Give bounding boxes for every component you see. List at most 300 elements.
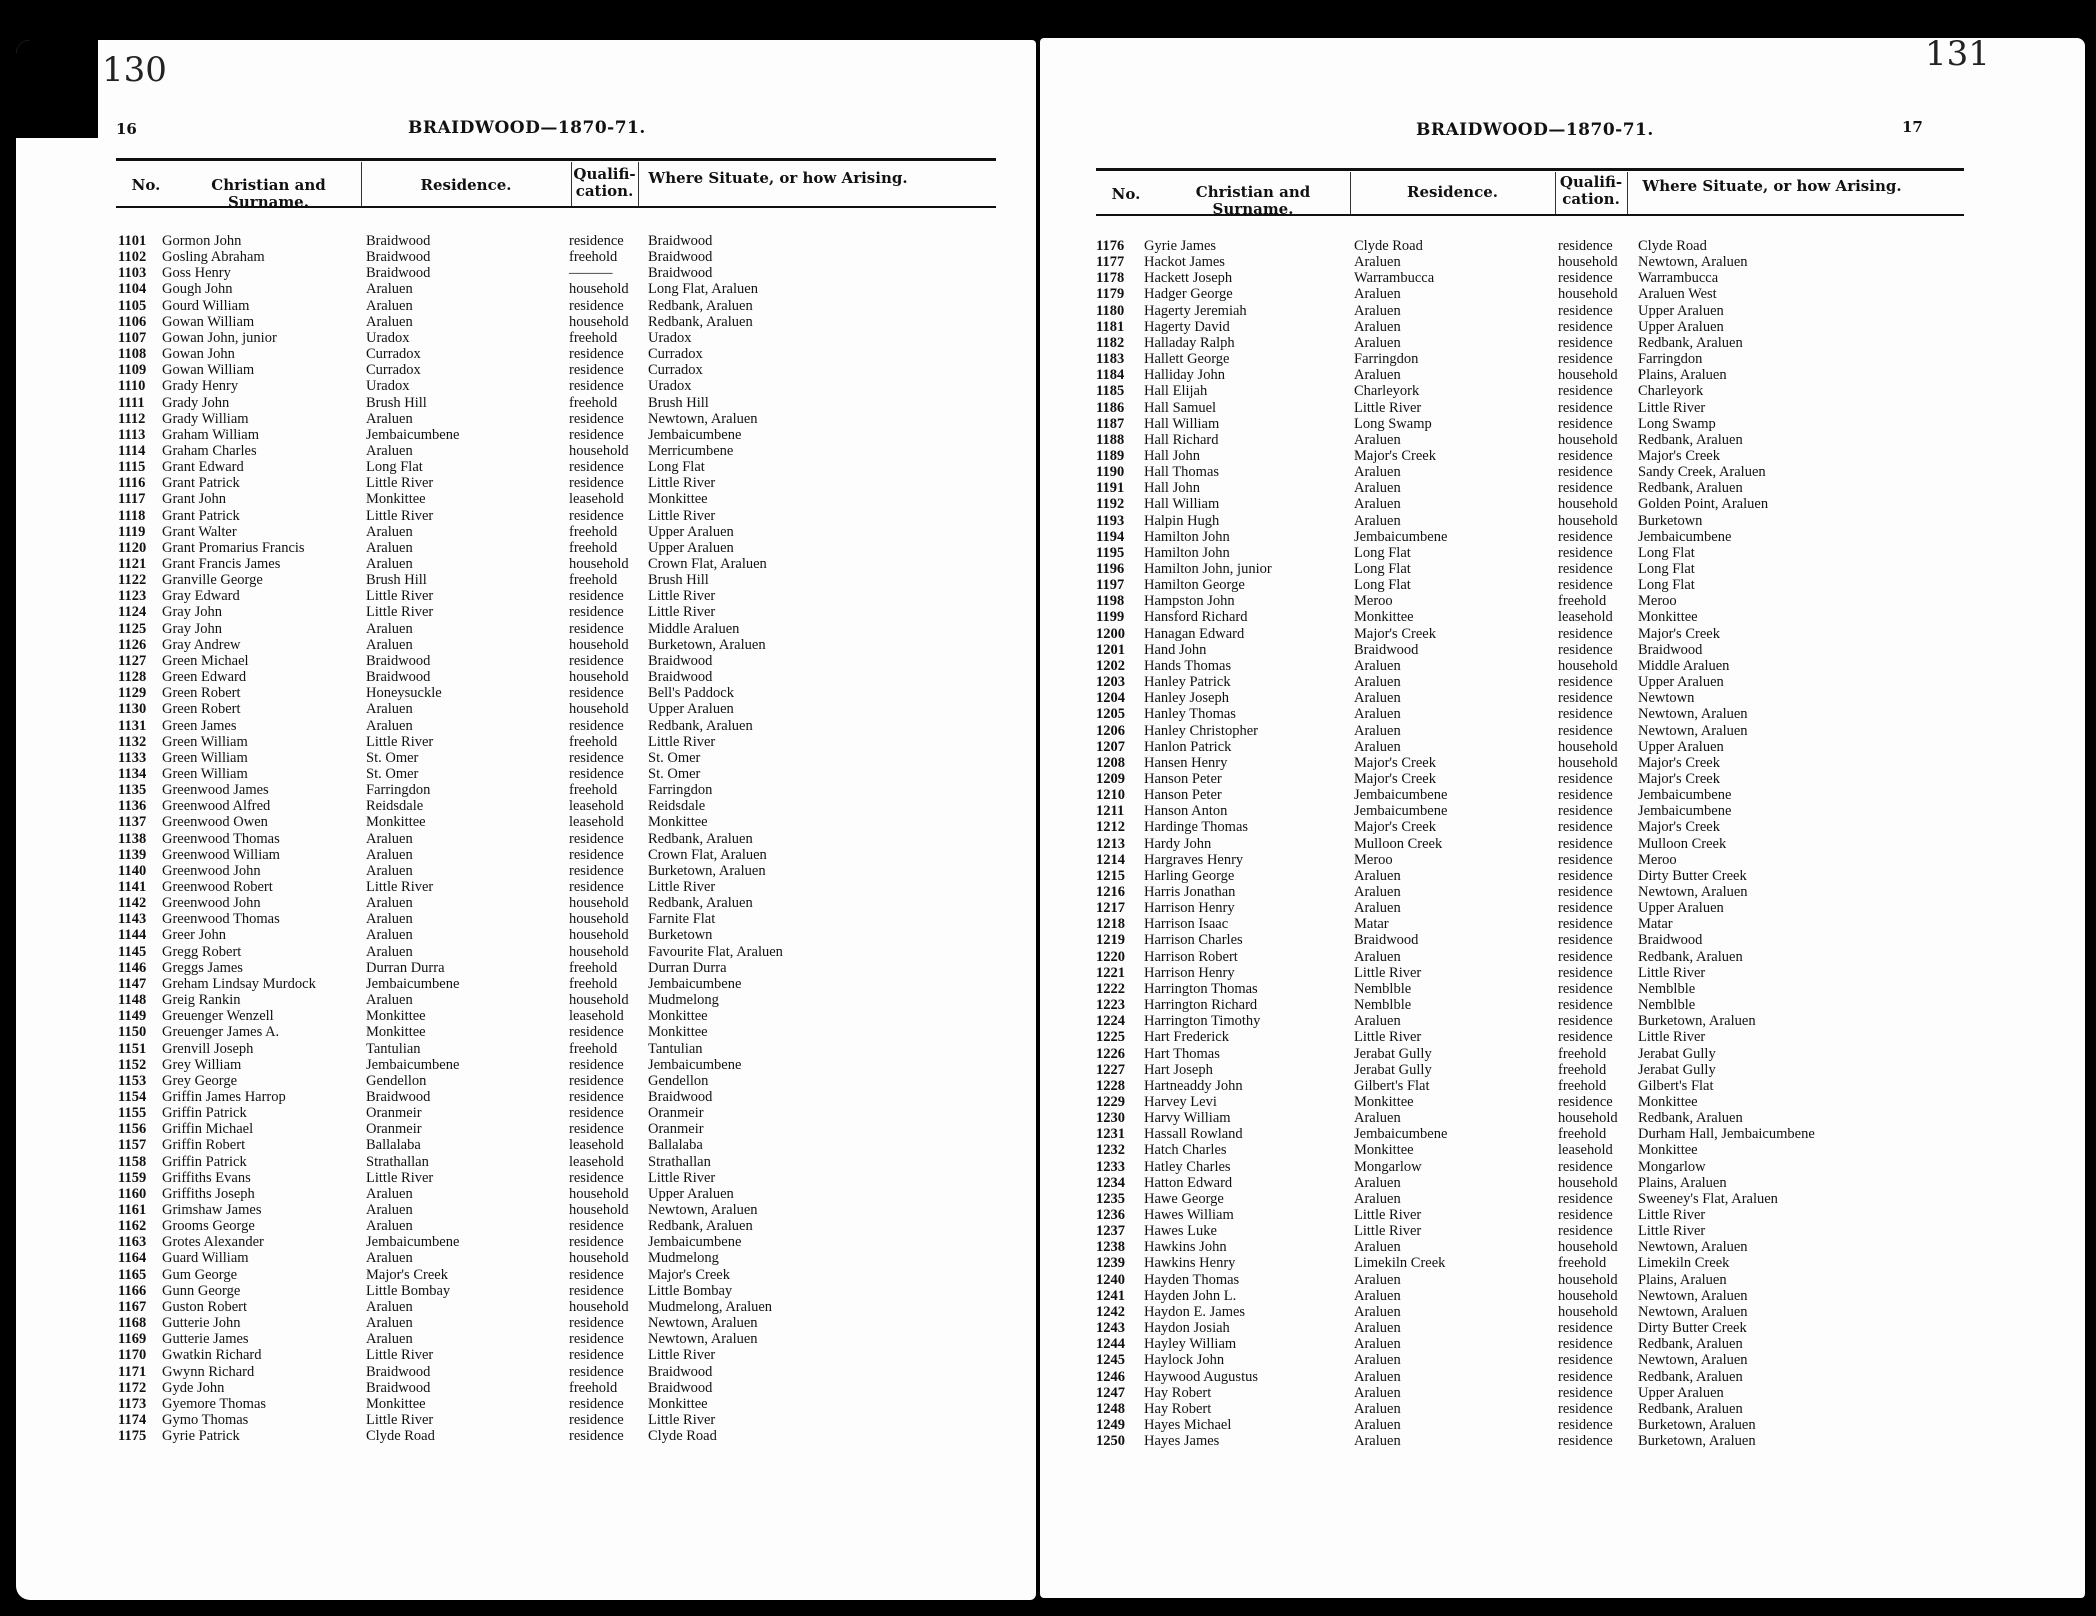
entry-where: Little River [648, 733, 716, 750]
entry-name: Halliday John [1144, 367, 1225, 384]
entry-number: 1151 [118, 1040, 147, 1057]
entry-qualification: residence [1558, 1190, 1613, 1207]
entry-number: 1111 [118, 394, 145, 411]
entry-qualification: residence [569, 1024, 624, 1041]
entry-number: 1123 [118, 588, 147, 605]
table-row [1040, 739, 2085, 755]
entry-residence: Araluen [1354, 512, 1401, 529]
table-row [1040, 577, 2085, 593]
entry-qualification: residence [1558, 625, 1613, 642]
entry-number: 1172 [118, 1379, 147, 1396]
entry-where: Redbank, Araluen [1638, 1400, 1743, 1417]
table-row [1040, 626, 2085, 642]
entry-qualification: residence [569, 1234, 624, 1251]
table-row [1040, 400, 2085, 416]
entry-name: Hadger George [1144, 286, 1233, 303]
entry-where: Jembaicumbene [648, 1234, 742, 1251]
table-row [16, 879, 1036, 895]
entry-residence: Reidsdale [366, 798, 424, 815]
entry-qualification: residence [1558, 964, 1613, 981]
entry-name: Hart Thomas [1144, 1045, 1220, 1062]
table-row [16, 411, 1036, 427]
entry-residence: Farringdon [1354, 351, 1419, 368]
entry-number: 1201 [1096, 641, 1125, 658]
entry-number: 1146 [118, 959, 147, 976]
table-row [1040, 1094, 2085, 1110]
entry-qualification: residence [1558, 302, 1613, 319]
entry-number: 1208 [1096, 754, 1125, 771]
entry-name: Hall Thomas [1144, 464, 1220, 481]
handwritten-page-number: 131 [1925, 38, 1990, 74]
entry-name: Goss Henry [162, 265, 231, 282]
table-row [16, 1170, 1036, 1186]
entry-qualification: household [1558, 657, 1618, 674]
entry-where: Jembaicumbene [648, 1056, 742, 1073]
entry-qualification: ——— [569, 265, 613, 282]
entry-qualification: residence [569, 475, 624, 492]
entry-where: Braidwood [648, 249, 713, 266]
entry-residence: Charleyork [1354, 383, 1420, 400]
entry-qualification: leasehold [569, 1137, 624, 1154]
entry-residence: Monkittee [366, 1024, 426, 1041]
entry-qualification: residence [1558, 1368, 1613, 1385]
entry-residence: Major's Creek [1354, 770, 1436, 787]
entry-residence: Araluen [1354, 1400, 1401, 1417]
entry-residence: Little River [366, 1411, 434, 1428]
entry-qualification: residence [1558, 770, 1613, 787]
entry-where: Newtown, Araluen [1638, 1287, 1748, 1304]
entry-number: 1115 [118, 459, 146, 476]
table-row [16, 750, 1036, 766]
page-number: 16 [116, 120, 137, 138]
entry-number: 1140 [118, 862, 147, 879]
entry-qualification: household [1558, 754, 1618, 771]
table-row [16, 1024, 1036, 1040]
entry-qualification: freehold [569, 959, 618, 976]
entry-where: Redbank, Araluen [1638, 480, 1743, 497]
entry-residence: Jembaicumbene [366, 975, 460, 992]
page-title: BRAIDWOOD—1870-71. [1416, 120, 1654, 140]
table-row [16, 249, 1036, 265]
table-row [1040, 674, 2085, 690]
entry-residence: Araluen [1354, 254, 1401, 271]
entry-qualification: residence [1558, 270, 1613, 287]
entry-name: Greig Rankin [162, 992, 241, 1009]
table-row [1040, 852, 2085, 868]
entry-residence: Long Flat [1354, 544, 1411, 561]
entry-name: Hayley William [1144, 1336, 1237, 1353]
entry-residence: Little River [366, 588, 434, 605]
entry-residence: Araluen [366, 556, 413, 572]
entry-name: Gowan John, junior [162, 329, 277, 346]
table-row [16, 491, 1036, 507]
entry-residence: Honeysuckle [366, 685, 442, 702]
entry-number: 1165 [118, 1266, 147, 1283]
entry-qualification: residence [1558, 916, 1613, 933]
entry-qualification: household [1558, 286, 1618, 303]
entry-qualification: freehold [569, 1040, 618, 1057]
entry-where: Plains, Araluen [1638, 1271, 1727, 1288]
table-row [1040, 1046, 2085, 1062]
entry-qualification: residence [1558, 997, 1613, 1014]
entry-number: 1246 [1096, 1368, 1125, 1385]
entry-number: 1108 [118, 346, 147, 363]
entry-residence: Major's Creek [1354, 447, 1436, 464]
entry-name: Gyemore Thomas [162, 1395, 267, 1412]
entry-name: Grant Patrick [162, 475, 240, 492]
entry-qualification: leasehold [1558, 609, 1613, 626]
entry-qualification: leasehold [569, 1153, 624, 1170]
entry-residence: Monkittee [1354, 609, 1414, 626]
entry-where: Braidwood [648, 1379, 713, 1396]
entry-residence: Monkittee [366, 1395, 426, 1412]
table-row [1040, 448, 2085, 464]
entry-name: Hall John [1144, 480, 1200, 497]
entry-where: Little River [1638, 1029, 1706, 1046]
entry-number: 1228 [1096, 1077, 1125, 1094]
entry-where: Newtown, Araluen [1638, 254, 1748, 271]
entry-where: Durran Durra [648, 959, 727, 976]
entry-where: Burketown [1638, 512, 1703, 529]
table-row [1040, 755, 2085, 771]
entry-residence: Araluen [1354, 496, 1401, 513]
entry-qualification: residence [1558, 1158, 1613, 1175]
entry-where: Golden Point, Araluen [1638, 496, 1769, 513]
header-no: No. [1111, 185, 1141, 203]
entry-qualification: residence [1558, 851, 1613, 868]
entry-name: Hayden Thomas [1144, 1271, 1240, 1288]
entry-qualification: household [569, 911, 629, 928]
entry-qualification: household [569, 636, 629, 653]
entry-where: Warrambucca [1638, 270, 1719, 287]
entry-number: 1213 [1096, 835, 1125, 852]
entry-qualification: household [569, 669, 629, 686]
entry-where: Upper Araluen [648, 523, 734, 540]
table-row [16, 281, 1036, 297]
table-row [1040, 1401, 2085, 1417]
entry-residence: Jembaicumbene [366, 1234, 460, 1251]
entry-qualification: freehold [1558, 593, 1607, 610]
table-row [16, 1154, 1036, 1170]
table-row [1040, 319, 2085, 335]
entry-where: Mudmelong, Araluen [648, 1298, 773, 1315]
entry-number: 1144 [118, 927, 147, 944]
entry-where: Brush Hill [648, 572, 709, 589]
table-row [16, 1315, 1036, 1331]
entry-residence: Araluen [366, 895, 413, 912]
entry-qualification: residence [569, 459, 624, 476]
entry-where: Mudmelong [648, 992, 719, 1009]
table-row [1040, 335, 2085, 351]
header-qualification: Qualifi- cation. [573, 165, 636, 200]
entry-where: Farnite Flat [648, 911, 716, 928]
entry-name: Gray John [162, 620, 223, 637]
entry-residence: Little River [366, 475, 434, 492]
entry-name: Gowan William [162, 362, 255, 379]
entry-residence: Little River [366, 879, 434, 895]
entry-where: Upper Araluen [648, 701, 734, 718]
entry-residence: Major's Creek [1354, 754, 1436, 771]
entry-where: Newtown [1638, 690, 1695, 707]
entry-where: Redbank, Araluen [1638, 334, 1743, 351]
entry-residence: Araluen [366, 911, 413, 928]
entry-residence: Braidwood [366, 233, 431, 249]
table-row [16, 1412, 1036, 1428]
entry-where: Redbank, Araluen [1638, 1110, 1743, 1127]
entry-name: Harvey Levi [1144, 1093, 1217, 1110]
entry-name: Hardinge Thomas [1144, 819, 1249, 836]
entry-name: Greenwood Owen [162, 814, 268, 831]
entry-where: Burketown, Araluen [648, 862, 766, 879]
entry-residence: Long Swamp [1354, 415, 1432, 432]
entry-number: 1194 [1096, 528, 1125, 545]
entry-residence: Araluen [366, 1250, 413, 1267]
table-row [1040, 690, 2085, 706]
table-row [1040, 932, 2085, 948]
entry-number: 1134 [118, 765, 147, 782]
entry-where: Burketown [648, 927, 713, 944]
table-row [1040, 1223, 2085, 1239]
entry-where: Upper Araluen [1638, 302, 1724, 319]
entry-qualification: household [569, 1250, 629, 1267]
table-row [16, 508, 1036, 524]
table-row [1040, 1288, 2085, 1304]
entry-where: Newtown, Araluen [648, 1331, 758, 1348]
entry-where: Burketown, Araluen [1638, 1013, 1756, 1030]
entry-where: Favourite Flat, Araluen [648, 943, 783, 960]
entry-where: Little River [648, 507, 716, 524]
entry-number: 1104 [118, 281, 147, 298]
entry-number: 1237 [1096, 1223, 1125, 1240]
entry-residence: Curradox [366, 362, 421, 379]
table-row [16, 863, 1036, 879]
entry-qualification: freehold [1558, 1045, 1607, 1062]
entry-qualification: residence [569, 507, 624, 524]
entry-qualification: freehold [569, 249, 618, 266]
entry-where: Little River [1638, 1223, 1706, 1240]
entry-name: Griffin James Harrop [162, 1088, 286, 1105]
entry-qualification: freehold [569, 523, 618, 540]
table-row [1040, 981, 2085, 997]
entry-number: 1212 [1096, 819, 1125, 836]
entry-name: Hawe George [1144, 1190, 1224, 1207]
table-row [16, 1380, 1036, 1396]
entry-qualification: household [1558, 1239, 1618, 1256]
entry-number: 1210 [1096, 787, 1125, 804]
entry-residence: Araluen [366, 1315, 413, 1332]
entry-number: 1222 [1096, 980, 1125, 997]
entry-qualification: leasehold [569, 798, 624, 815]
entry-residence: Araluen [366, 943, 413, 960]
table-row [16, 637, 1036, 653]
entry-where: Little River [648, 475, 716, 492]
entry-residence: Araluen [366, 313, 413, 330]
entry-number: 1124 [118, 604, 147, 621]
entry-name: Hanley Christopher [1144, 722, 1258, 739]
entry-residence: Monkittee [1354, 1093, 1414, 1110]
table-row [1040, 1433, 2085, 1449]
entry-qualification: residence [569, 346, 624, 363]
entry-residence: Meroo [1354, 851, 1393, 868]
entry-number: 1217 [1096, 900, 1125, 917]
table-row [1040, 706, 2085, 722]
entry-residence: Brush Hill [366, 572, 427, 589]
table-row [16, 976, 1036, 992]
entry-name: Green Robert [162, 701, 241, 718]
table-row [1040, 593, 2085, 609]
entry-residence: Brush Hill [366, 394, 427, 411]
entry-qualification: residence [1558, 544, 1613, 561]
entry-residence: Araluen [1354, 1320, 1401, 1337]
entry-number: 1173 [118, 1395, 147, 1412]
entry-name: Haylock John [1144, 1352, 1225, 1369]
entry-residence: Araluen [366, 442, 413, 459]
entry-residence: Araluen [1354, 1368, 1401, 1385]
entry-where: Little River [648, 588, 716, 605]
entry-qualification: freehold [569, 329, 618, 346]
entry-residence: Jembaicumbene [366, 1056, 460, 1073]
table-row [1040, 480, 2085, 496]
entry-residence: Little River [1354, 1207, 1422, 1223]
entry-residence: Braidwood [366, 265, 431, 282]
header-where: Where Situate, or how Arising. [1642, 177, 1902, 195]
entry-residence: Araluen [366, 927, 413, 944]
entry-qualification: household [569, 701, 629, 718]
entry-name: Hartneaddy John [1144, 1077, 1243, 1094]
entry-name: Hackett Joseph [1144, 270, 1233, 287]
entry-number: 1135 [118, 782, 147, 799]
entry-qualification: residence [1558, 480, 1613, 497]
entry-residence: Braidwood [366, 1088, 431, 1105]
entry-qualification: freehold [1558, 1255, 1607, 1272]
entry-number: 1181 [1096, 318, 1125, 335]
table-row [16, 604, 1036, 620]
entry-name: Hayden John L. [1144, 1287, 1237, 1304]
entry-where: Nemblble [1638, 980, 1696, 997]
table-row [16, 734, 1036, 750]
table-row [1040, 642, 2085, 658]
entry-qualification: residence [569, 426, 624, 443]
entry-name: Greenwood John [162, 895, 261, 912]
table-row [16, 1137, 1036, 1153]
entry-residence: Araluen [366, 410, 413, 427]
entry-where: Jembaicumbene [648, 975, 742, 992]
entry-residence: Araluen [1354, 1013, 1401, 1030]
entry-number: 1249 [1096, 1416, 1125, 1433]
entry-number: 1192 [1096, 496, 1125, 513]
entry-residence: Araluen [1354, 1110, 1401, 1127]
entry-qualification: residence [569, 879, 624, 895]
entry-where: Crown Flat, Araluen [648, 846, 767, 863]
table-row [1040, 884, 2085, 900]
table-row [16, 685, 1036, 701]
table-row [1040, 1255, 2085, 1271]
entry-residence: Curradox [366, 346, 421, 363]
entry-number: 1242 [1096, 1303, 1125, 1320]
entry-number: 1226 [1096, 1045, 1125, 1062]
entry-name: Harris Jonathan [1144, 884, 1236, 900]
entry-qualification: household [1558, 738, 1618, 755]
table-row [1040, 609, 2085, 625]
entry-name: Hanley Thomas [1144, 706, 1236, 723]
entry-number: 1209 [1096, 770, 1125, 787]
table-row [16, 346, 1036, 362]
entry-name: Gwynn Richard [162, 1363, 255, 1380]
entry-number: 1248 [1096, 1400, 1125, 1417]
entry-number: 1131 [118, 717, 147, 734]
entry-name: Harrison Henry [1144, 900, 1235, 917]
entry-name: Greenwood James [162, 782, 269, 799]
entry-number: 1161 [118, 1202, 147, 1218]
entry-name: Hanagan Edward [1144, 625, 1245, 642]
entry-where: Jembaicumbene [1638, 787, 1732, 804]
entry-where: Braidwood [1638, 641, 1703, 658]
entry-name: Harling George [1144, 867, 1235, 884]
entry-qualification: leasehold [1558, 1142, 1613, 1159]
entry-qualification: residence [569, 1331, 624, 1348]
entry-name: Grimshaw James [162, 1202, 262, 1218]
entry-residence: Araluen [366, 1331, 413, 1348]
entry-residence: Araluen [1354, 480, 1401, 497]
entry-qualification: leasehold [569, 1008, 624, 1025]
entry-number: 1142 [118, 895, 147, 912]
entry-qualification: residence [569, 1428, 624, 1445]
entry-number: 1218 [1096, 916, 1125, 933]
table-row [1040, 819, 2085, 835]
entry-name: Haydon E. James [1144, 1303, 1246, 1320]
entry-qualification: residence [1558, 1320, 1613, 1337]
entry-qualification: residence [1558, 318, 1613, 335]
entry-residence: Strathallan [366, 1153, 429, 1170]
entry-number: 1243 [1096, 1320, 1125, 1337]
entry-name: Hall William [1144, 415, 1220, 432]
entry-residence: Araluen [366, 717, 413, 734]
table-row [16, 669, 1036, 685]
entry-qualification: residence [1558, 819, 1613, 836]
entry-where: Braidwood [648, 652, 713, 669]
entry-qualification: household [569, 556, 629, 572]
table-row [16, 766, 1036, 782]
entry-name: Harrison Isaac [1144, 916, 1229, 933]
entry-residence: Braidwood [366, 1363, 431, 1380]
entry-where: Monkittee [1638, 1093, 1698, 1110]
entry-number: 1155 [118, 1105, 147, 1122]
table-row [1040, 1320, 2085, 1336]
entry-qualification: household [1558, 512, 1618, 529]
entry-name: Hagerty David [1144, 318, 1230, 335]
entry-name: Hart Joseph [1144, 1061, 1213, 1078]
entry-qualification: household [569, 313, 629, 330]
entry-number: 1113 [118, 426, 146, 443]
table-row [1040, 383, 2085, 399]
table-row [16, 1057, 1036, 1073]
entry-number: 1137 [118, 814, 147, 831]
table-row [16, 556, 1036, 572]
entry-name: Halladay Ralph [1144, 334, 1235, 351]
entry-name: Gowan William [162, 313, 255, 330]
entry-residence: Little River [1354, 964, 1422, 981]
entry-qualification: residence [1558, 1400, 1613, 1417]
table-row [1040, 1385, 2085, 1401]
table-row [1040, 1013, 2085, 1029]
entry-where: Redbank, Araluen [1638, 948, 1743, 965]
entry-number: 1125 [118, 620, 147, 637]
entry-where: Jembaicumbene [1638, 803, 1732, 820]
entry-where: Redbank, Araluen [648, 717, 753, 734]
entry-number: 1235 [1096, 1190, 1125, 1207]
entry-name: Hargraves Henry [1144, 851, 1244, 868]
entry-where: Major's Creek [1638, 770, 1720, 787]
